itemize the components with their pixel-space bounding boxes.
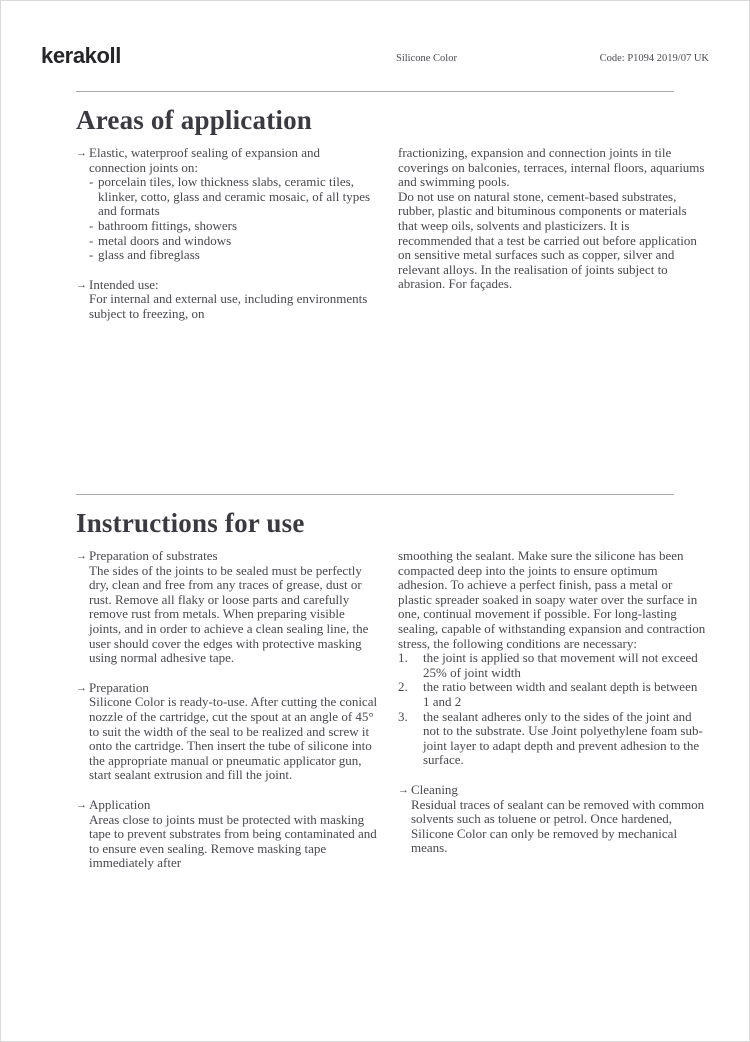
bullet-content: [89, 146, 378, 263]
bullet-content: [89, 278, 378, 322]
bullet-content: [411, 783, 706, 856]
kerakoll-logo: kerakoll: [41, 43, 121, 68]
instructions-columns: [76, 549, 749, 871]
bullet-body: The sides of the joints to be sealed must be perfectly dry, clean and free from any traces of grease, dust or rust. Remove all flaky or loose parts and carefully remove rust from metals. When preparing visible joints, and in order to achieve a clean sealing line, the user should cover the edges with protective masking using normal adhesive tape.: [89, 562, 369, 666]
numbered-item-text: the ratio between width and sealant depth is between 1 and 2: [423, 679, 698, 709]
bullet-body: For internal and external use, including environments subject to freezing, on: [89, 291, 368, 321]
page-header: [1, 1, 749, 91]
instructions-left-column: [76, 549, 378, 871]
arrow-bullet-icon: →: [76, 681, 87, 694]
sub-item: [89, 219, 378, 234]
section-heading-areas: Areas of application: [76, 105, 313, 135]
list-number: 2.: [398, 679, 408, 695]
areas-columns: [76, 146, 749, 322]
sub-item-text: porcelain tiles, low thickness slabs, ceramic tiles, klinker, cotto, glass and ceramic mosaic, of all types and formats: [98, 174, 371, 219]
bullet-item-preparation-substrates: [76, 549, 378, 666]
numbered-item-text: the joint is applied so that movement will not exceed 25% of joint width: [423, 650, 698, 680]
instructions-right-column: [398, 549, 706, 871]
bullet-content: [89, 549, 378, 666]
bullet-content: [89, 681, 378, 783]
arrow-bullet-icon: →: [398, 783, 409, 796]
document-title: Silicone Color: [396, 53, 457, 64]
sub-item: [89, 248, 378, 263]
section-divider: [76, 91, 674, 92]
dash-bullet: -: [89, 232, 94, 248]
section-heading-instructions: Instructions for use: [76, 508, 305, 538]
section-instructions-for-use: [76, 494, 749, 871]
paragraph: Do not use on natural stone, cement-based substrates, rubber, plastic and bituminous components or materials that weep oils, solvents and plasticizers. It is recommended that a test be carried out before application on sensitive metal surfaces such as copper, silver and relevant alloys. In the realisation of joints subject to abrasion. For façades.: [398, 188, 697, 292]
bullet-item-cleaning: [398, 783, 706, 856]
sub-item-text: glass and fibreglass: [98, 247, 200, 263]
bullet-label: Preparation of substrates: [89, 548, 218, 563]
areas-right-column: [398, 146, 706, 322]
bullet-label: Intended use:: [89, 276, 159, 292]
document-code: Code: P1094 2019/07 UK: [599, 53, 709, 64]
arrow-bullet-icon: →: [76, 278, 87, 291]
bullet-content: [89, 798, 378, 871]
bullet-item-sealing: [76, 146, 378, 263]
list-number: 1.: [398, 650, 408, 666]
dash-bullet: -: [89, 247, 94, 263]
bullet-label: Preparation: [89, 679, 149, 695]
numbered-item: [398, 651, 706, 680]
bullet-item-intended-use: [76, 278, 378, 322]
areas-left-column: [76, 146, 378, 322]
arrow-bullet-icon: →: [76, 798, 87, 811]
paragraph: fractionizing, expansion and connection joints in tile coverings on balconies, terraces, internal floors, aquariums and swimming pools.: [398, 145, 705, 190]
sub-item: [89, 175, 378, 219]
bullet-label: Elastic, waterproof sealing of expansion and connection joints on:: [89, 145, 321, 175]
list-number: 3.: [398, 708, 408, 724]
dash-bullet: -: [89, 217, 94, 233]
numbered-item: [398, 680, 706, 709]
arrow-bullet-icon: →: [76, 147, 87, 159]
sub-item-text: metal doors and windows: [98, 232, 232, 248]
sub-item: [89, 234, 378, 249]
dash-bullet: -: [89, 174, 94, 190]
bullet-label: Application: [89, 796, 151, 812]
bullet-body: Silicone Color is ready-to-use. After cutting the conical nozzle of the cartridge, cut the spout at an angle of 45° to suit the width of the seal to be realized and screw it onto the cartridge. Then insert the tube of silicone into the appropriate manual or pneumatic applicator gun, start sealant extrusion and fill the joint.: [89, 694, 378, 783]
arrow-bullet-icon: →: [76, 550, 87, 562]
numbered-list: [398, 651, 706, 768]
bullet-label: Cleaning: [411, 781, 458, 797]
paragraph: smoothing the sealant. Make sure the silicone has been compacted deep into the joints to ensure optimum adhesion. To achieve a perfect finish, pass a metal or plastic spreader soaked in soapy water over the surface in one, continual movement if possible. For long-lasting sealing, capable of withstanding expansion and contraction stress, the following conditions are necessary:: [398, 548, 706, 651]
bullet-item-preparation: [76, 681, 378, 783]
bullet-body: Areas close to joints must be protected with masking tape to prevent substrates from being contaminated and to ensure even sealing. Remove masking tape immediately after: [89, 811, 377, 871]
sub-item-text: bathroom fittings, showers: [98, 217, 238, 233]
numbered-item-text: the sealant adheres only to the sides of the joint and not to the substrate. Use Joint polyethylene foam sub-joint layer to adapt depth and prevent adhesion to the surface.: [423, 708, 703, 768]
section-divider: [76, 494, 674, 495]
numbered-item: [398, 710, 706, 768]
section-areas-of-application: [76, 91, 749, 494]
bullet-body: Residual traces of sealant can be removed with common solvents such as toluene or petrol. Once hardened, Silicone Color can only be removed by mechanical means.: [411, 796, 705, 856]
bullet-item-application: [76, 798, 378, 871]
